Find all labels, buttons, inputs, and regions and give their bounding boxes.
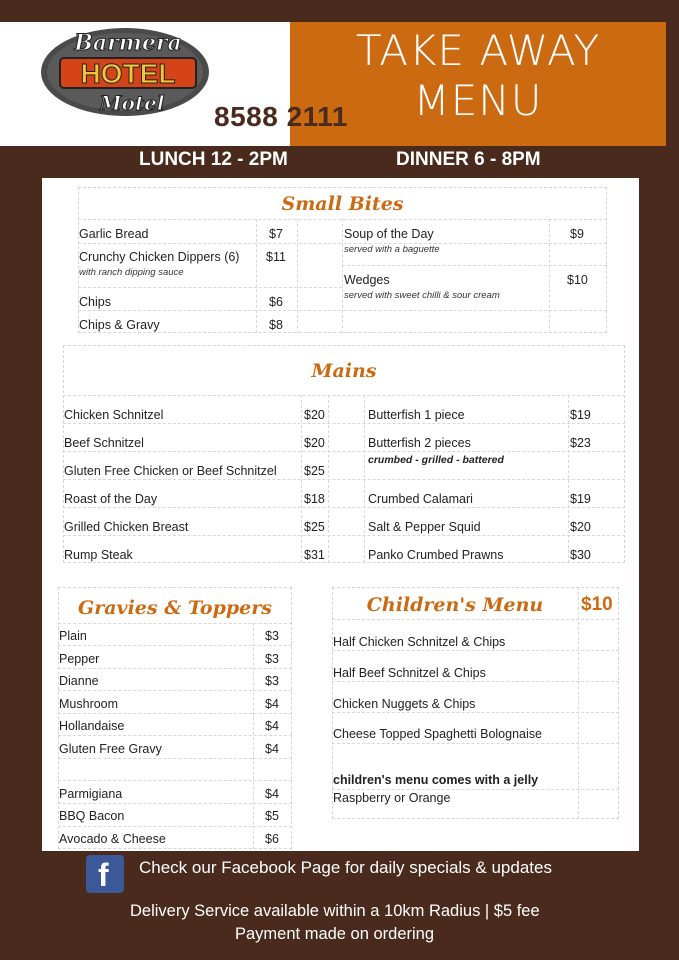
item-price: $30 [570,548,591,562]
list-item: Chicken Nuggets & Chips [333,697,476,711]
list-item: Butterfish 2 pieces [368,436,471,450]
item-price: $11 [266,250,286,264]
svg-text:HOTEL: HOTEL [80,58,176,89]
list-item: Beef Schnitzel [64,436,144,450]
item-price: $18 [304,492,325,506]
svg-text:Motel: Motel [99,91,165,115]
item-price: $3 [265,674,279,688]
item-price: $3 [265,652,279,666]
item-price: $6 [265,832,279,846]
item-price: $20 [304,408,325,422]
menu-title-line1: TAKE AWAY [355,26,601,75]
list-item: Pepper [59,652,100,666]
item-price: $4 [265,742,279,756]
list-item: Hollandaise [59,719,125,733]
item-price: $7 [269,227,283,241]
list-item: Mushroom [59,697,119,711]
list-item: Dianne [59,674,99,688]
item-price: $4 [265,719,279,733]
list-item: Salt & Pepper Squid [368,520,481,534]
mains-title: Mains [311,360,377,382]
childrens-menu-title: Children's Menu [366,594,544,616]
item-price: $4 [265,787,279,801]
list-item: Panko Crumbed Prawns [368,548,504,562]
item-note: served with a baguette [344,244,440,255]
menu-title-line2: MENU [413,76,543,125]
list-item: Rump Steak [64,548,133,562]
item-price: $9 [570,227,584,241]
list-item: Wedges [344,273,390,287]
list-item: Avocado & Cheese [59,832,166,846]
item-price: $4 [265,697,279,711]
facebook-icon[interactable]: f [86,855,124,893]
dinner-hours: DINNER 6 - 8PM [396,149,541,170]
list-item: Grilled Chicken Breast [64,520,189,534]
list-item: Crumbed Calamari [368,492,473,506]
small-bites-title: Small Bites [281,193,404,215]
list-item: Soup of the Day [344,227,434,241]
phone-number: 8588 2111 [214,101,348,132]
list-item: Cheese Topped Spaghetti Bolognaise [333,727,542,741]
opening-hours [0,149,679,175]
item-note: crumbed - grilled - battered [368,454,504,466]
svg-text:Barmera: Barmera [74,30,182,56]
list-item: Plain [59,629,87,643]
list-item: Parmigiana [59,787,123,801]
item-price: $3 [265,629,279,643]
jelly-note: children's menu comes with a jelly [333,773,539,787]
item-price: $6 [269,295,283,309]
menu-sheet [42,178,639,851]
list-item: BBQ Bacon [59,809,125,823]
list-item: Gluten Free Chicken or Beef Schnitzel [64,464,277,478]
list-item: Half Chicken Schnitzel & Chips [333,635,506,649]
delivery-info: Delivery Service available within a 10km Radius | $5 fee [130,902,540,920]
list-item: Half Beef Schnitzel & Chips [333,666,486,680]
item-price: $25 [304,464,325,478]
lunch-hours: LUNCH 12 - 2PM [139,149,288,170]
payment-info: Payment made on ordering [235,925,435,943]
item-price: $5 [265,809,279,823]
list-item: Chips [79,295,111,309]
item-price: $10 [567,273,588,287]
item-price: $25 [304,520,325,534]
jelly-flavours: Raspberry or Orange [333,791,451,805]
item-price: $20 [304,436,325,450]
list-item: Garlic Bread [79,227,149,241]
list-item: Gluten Free Gravy [59,742,162,756]
header [0,0,679,146]
item-price: $23 [570,436,591,450]
item-note: with ranch dipping sauce [79,267,184,278]
item-price: $31 [304,548,325,562]
item-price: $8 [269,318,283,332]
list-item: Chips & Gravy [79,318,160,332]
list-item: Chicken Schnitzel [64,408,164,422]
hotel-logo [40,24,210,118]
list-item: Crunchy Chicken Dippers (6) [79,250,240,264]
item-price: $19 [570,408,591,422]
list-item: Roast of the Day [64,492,158,506]
item-price: $20 [570,520,591,534]
childrens-menu-price: $10 [581,594,613,615]
list-item: Butterfish 1 piece [368,408,465,422]
gravies-title: Gravies & Toppers [78,597,272,619]
item-note: served with sweet chilli & sour cream [344,290,500,301]
item-price: $19 [570,492,591,506]
facebook-text: Check our Facebook Page for daily specials & updates [139,858,552,877]
